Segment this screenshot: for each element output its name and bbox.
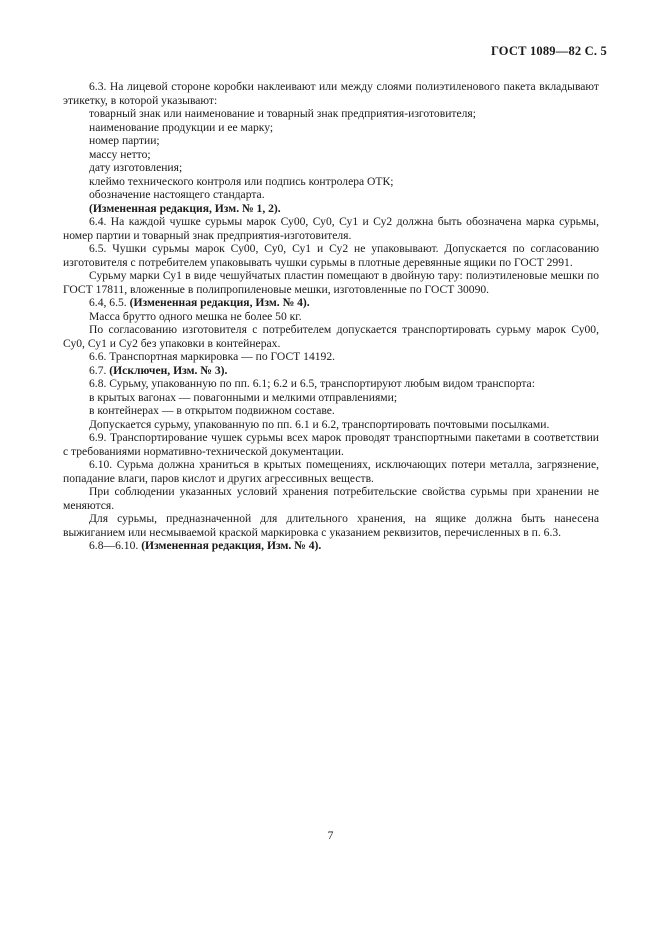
paragraph-6-5-packaging: Сурьму марки Су1 в виде чешуйчатых пластин помещают в двойную тару: полиэтиленовые мешки по ГОСТ 17811, вложенные в полипропиленовые мешки, изготовленные по ГОСТ 30090. [63, 269, 599, 296]
amendment-prefix: 6.4, 6.5. [89, 296, 127, 309]
paragraph-6-8: 6.8. Сурьму, упакованную по пп. 6.1; 6.2 и 6.5, транспортируют любым видом транспорта: [89, 377, 535, 390]
paragraph-6-10-marking: Для сурьмы, предназначенной для длительного хранения, на ящике должна быть нанесена выжиганием или несмываемой краской маркировка с указанием реквизитов, перечисленных в п. 6.3. [63, 512, 599, 539]
paragraph-prefix: 6.7. [89, 363, 107, 377]
paragraph-6-5: 6.5. Чушки сурьмы марок Су00, Су0, Су1 и Су2 не упаковывают. Допускается по согласованию изготовителя с потребителем упаковывать чушки сурьмы в плотные деревянные ящики по ГОСТ 2991. [63, 242, 599, 269]
list-item: клеймо технического контроля или подпись контролера ОТК; [89, 174, 394, 188]
amendment-text: (Измененная редакция, Изм. № 1, 2). [89, 201, 281, 215]
paragraph-agreement: По согласованию изготовителя с потребителем допускается транспортировать сурьму марок Су00, Су0, Су1 и Су2 без упаковки в контейнерах. [63, 323, 599, 350]
paragraph-6-3: 6.3. На лицевой стороне коробки наклеивают или между слоями полиэтиленового пакета вкладывают этикетку, в которой указывают: [63, 80, 599, 107]
list-item: массу нетто; [89, 147, 151, 161]
list-item: наименование продукции и ее марку; [89, 120, 274, 134]
list-item: товарный знак или наименование и товарный знак предприятия-изготовителя; [89, 107, 476, 120]
paragraph-6-7 [63, 364, 599, 378]
amendment-note [63, 296, 599, 310]
paragraph-6-4: 6.4. На каждой чушке сурьмы марок Су00, Су0, Су1 и Су2 должна быть обозначена марка сурьмы, номер партии и товарный знак предприятия-изготовителя. [63, 215, 599, 242]
list-item: обозначение настоящего стандарта. [89, 188, 265, 201]
paragraph-6-10-storage: При соблюдении указанных условий хранения потребительские свойства сурьмы при хранении не меняются. [63, 485, 599, 512]
paragraph-6-6: 6.6. Транспортная маркировка — по ГОСТ 14192. [89, 350, 336, 363]
paragraph-6-9: 6.9. Транспортирование чушек сурьмы всех марок проводят транспортными пакетами в соответствии с требованиями нормативно-технической документации. [63, 431, 599, 458]
amendment-text: (Измененная редакция, Изм. № 4). [129, 296, 310, 309]
excluded-note: (Исключен, Изм. № 3). [109, 363, 228, 377]
list-item: дату изготовления; [89, 161, 183, 174]
document-header: ГОСТ 1089—82 С. 5 [490, 44, 607, 58]
amendment-note [63, 539, 599, 553]
page-number: 7 [327, 829, 334, 842]
paragraph-mass: Масса брутто одного мешка не более 50 кг. [89, 309, 302, 323]
list-item: номер партии; [89, 134, 160, 147]
document-body [63, 80, 599, 553]
list-item: в крытых вагонах — повагонными и мелкими отправлениями; [89, 390, 398, 404]
paragraph-6-10: 6.10. Сурьма должна храниться в крытых помещениях, исключающих потери металла, загрязнение, попадание влаги, паров кислот и других агрессивных веществ. [63, 458, 599, 485]
amendment-text: (Измененная редакция, Изм. № 4). [141, 539, 322, 552]
paragraph-6-8-postal: Допускается сурьму, упакованную по пп. 6.1 и 6.2, транспортировать почтовыми посылками. [89, 417, 550, 431]
amendment-note [63, 202, 599, 216]
list-item: в контейнерах — в открытом подвижном составе. [89, 404, 335, 417]
amendment-prefix: 6.8—6.10. [89, 539, 139, 552]
